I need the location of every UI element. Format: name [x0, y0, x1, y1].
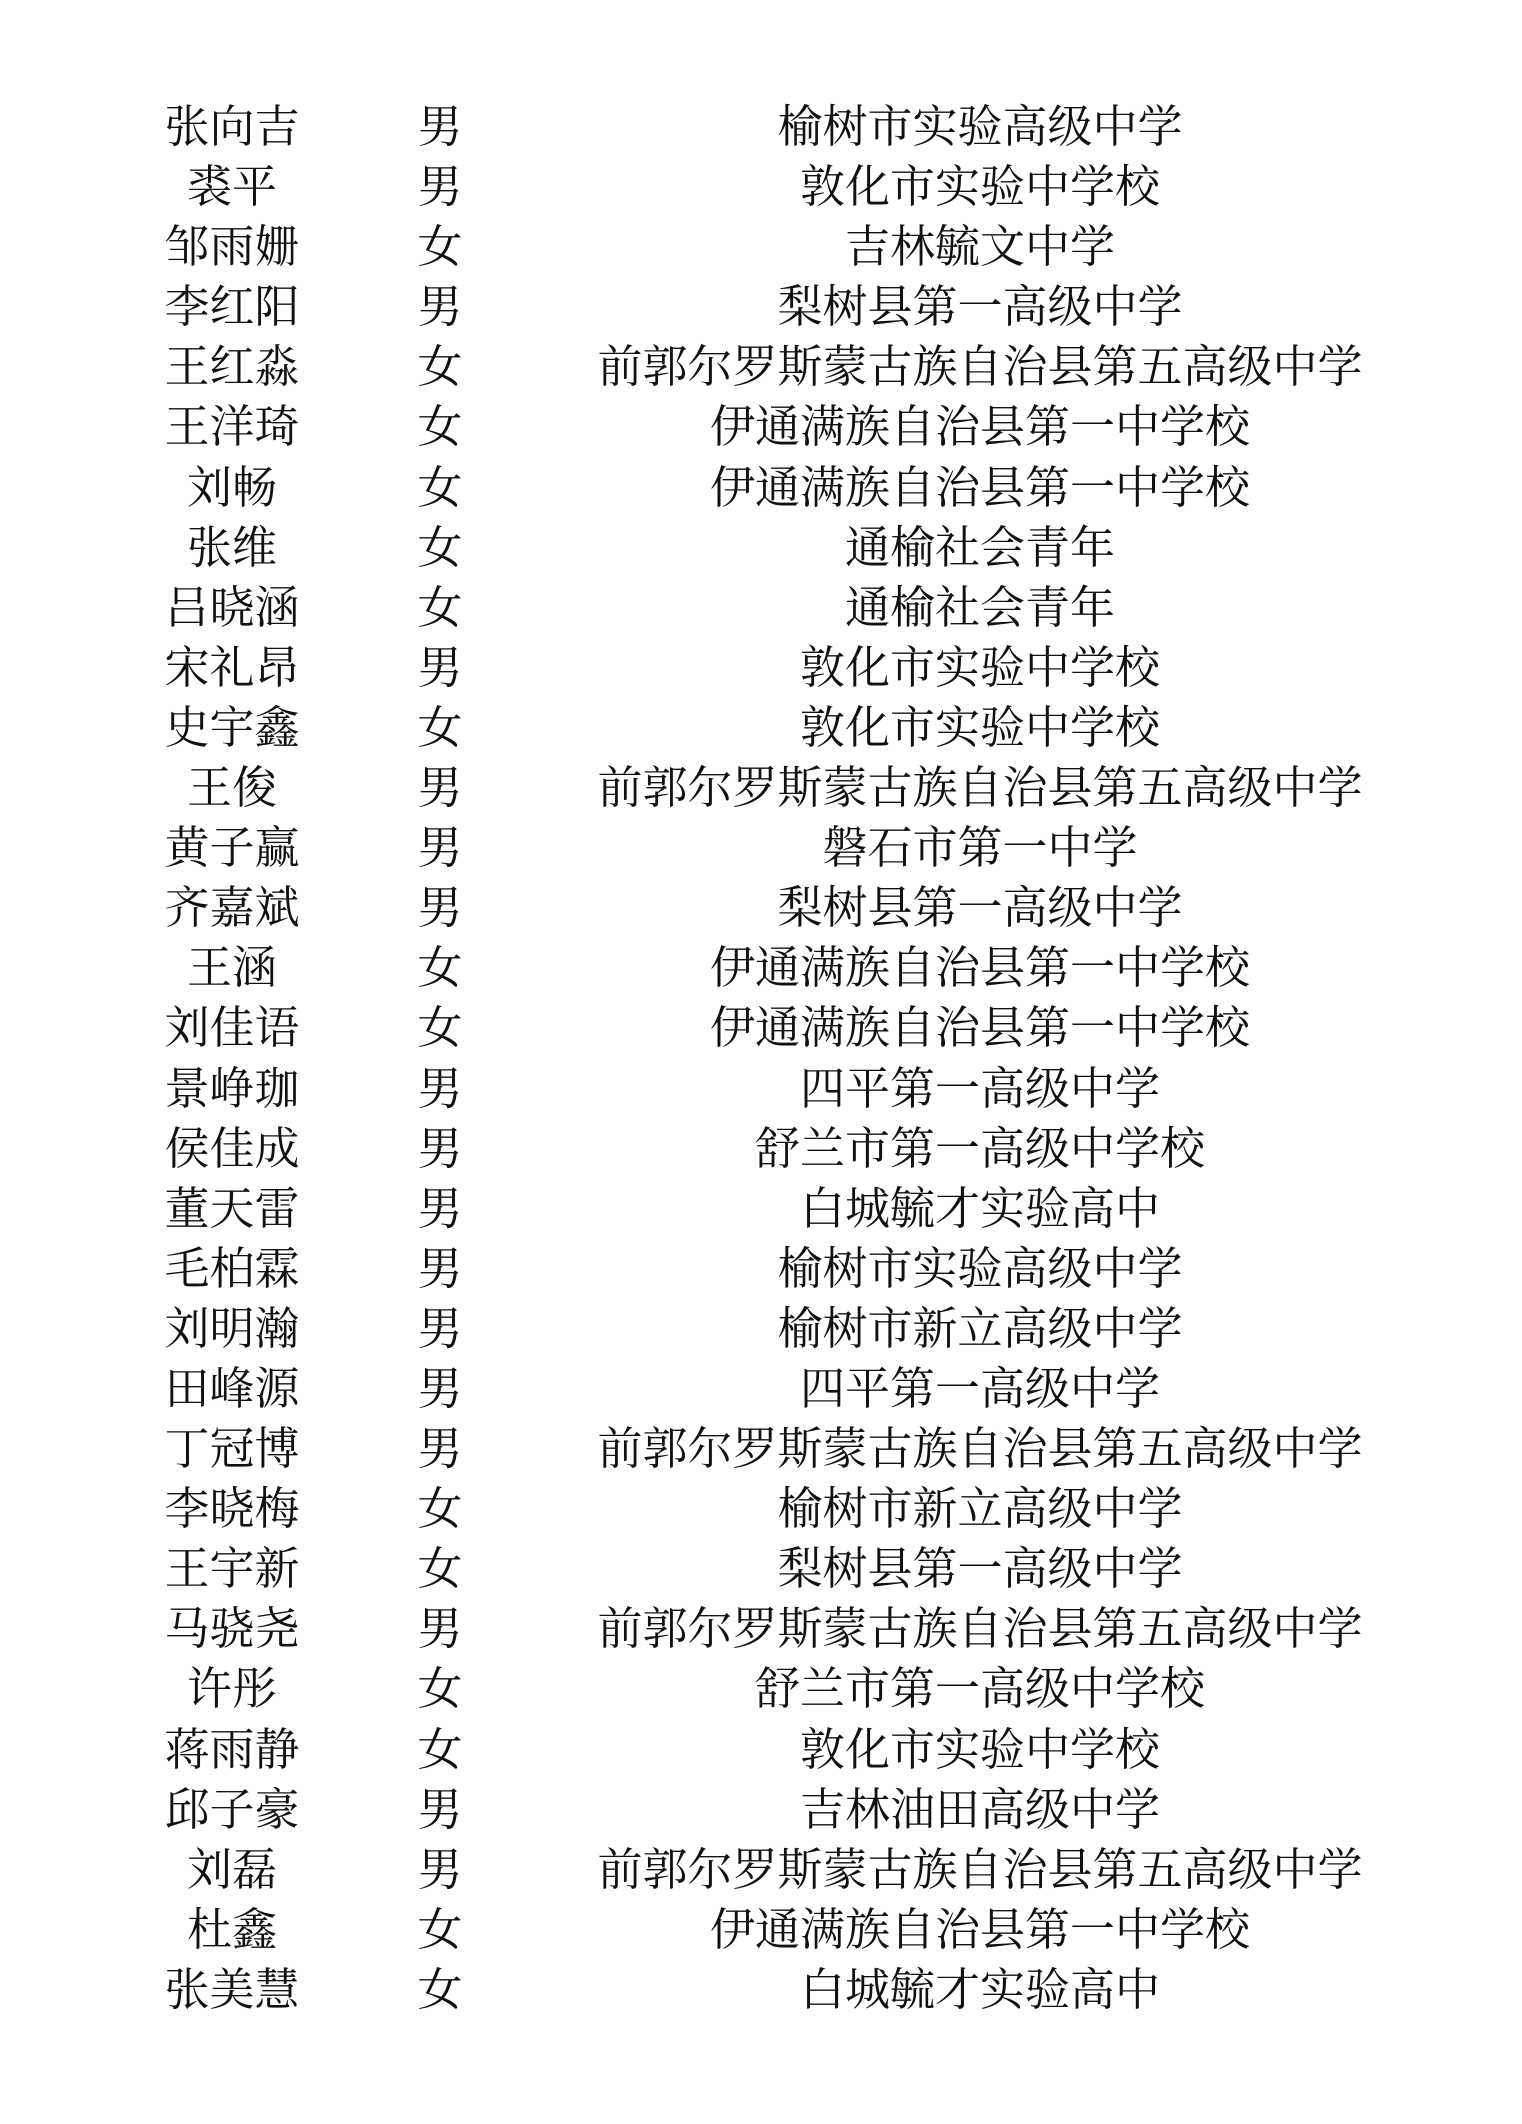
student-school: 敦化市实验中学校 — [799, 640, 1160, 694]
student-gender: 男 — [417, 1181, 463, 1235]
roster-row — [0, 1059, 1522, 1119]
student-name: 王俊 — [186, 761, 277, 815]
student-name: 刘明瀚 — [164, 1301, 300, 1355]
student-gender: 女 — [417, 220, 463, 274]
student-gender: 男 — [417, 1422, 463, 1476]
student-name: 吕晓涵 — [164, 580, 300, 634]
student-school: 伊通满族自治县第一中学校 — [709, 460, 1250, 514]
student-gender: 男 — [417, 1061, 463, 1115]
student-gender: 女 — [417, 1662, 463, 1716]
student-roster — [0, 97, 1522, 2020]
student-school: 前郭尔罗斯蒙古族自治县第五高级中学 — [597, 761, 1363, 815]
student-name: 丁冠博 — [164, 1422, 300, 1476]
student-gender: 男 — [417, 881, 463, 935]
student-gender: 女 — [417, 520, 463, 574]
roster-row — [0, 638, 1522, 698]
student-name: 许彤 — [186, 1662, 277, 1716]
roster-row — [0, 1780, 1522, 1840]
student-school: 梨树县第一高级中学 — [777, 280, 1183, 334]
student-name: 裘平 — [186, 160, 277, 214]
student-gender: 男 — [417, 100, 463, 153]
roster-row — [0, 518, 1522, 578]
student-school: 磐石市第一中学 — [822, 821, 1138, 875]
student-name: 张美慧 — [164, 1962, 300, 2016]
roster-row — [0, 1659, 1522, 1719]
roster-row — [0, 1720, 1522, 1780]
student-gender: 女 — [417, 1542, 463, 1596]
student-name: 田峰源 — [164, 1361, 300, 1415]
student-gender: 女 — [417, 1001, 463, 1055]
student-name: 刘磊 — [186, 1842, 277, 1896]
student-name: 史宇鑫 — [164, 700, 300, 754]
roster-row — [0, 217, 1522, 277]
student-name: 杜鑫 — [186, 1902, 277, 1956]
student-school: 白城毓才实验高中 — [799, 1962, 1160, 2016]
student-school: 四平第一高级中学 — [799, 1061, 1160, 1115]
student-school: 敦化市实验中学校 — [799, 160, 1160, 214]
student-name: 黄子赢 — [164, 821, 300, 875]
student-school: 前郭尔罗斯蒙古族自治县第五高级中学 — [597, 1602, 1363, 1656]
roster-row — [0, 397, 1522, 457]
student-school: 吉林油田高级中学 — [799, 1782, 1160, 1836]
student-gender: 男 — [417, 821, 463, 875]
student-gender: 女 — [417, 700, 463, 754]
roster-row — [0, 878, 1522, 938]
student-school: 伊通满族自治县第一中学校 — [709, 1902, 1250, 1956]
student-school: 通榆社会青年 — [844, 520, 1115, 574]
roster-row — [0, 1359, 1522, 1419]
student-school: 敦化市实验中学校 — [799, 1722, 1160, 1776]
student-gender: 女 — [417, 941, 463, 995]
roster-row — [0, 1599, 1522, 1659]
roster-row — [0, 1119, 1522, 1179]
student-school: 前郭尔罗斯蒙古族自治县第五高级中学 — [597, 1422, 1363, 1476]
roster-row — [0, 1239, 1522, 1299]
roster-row — [0, 1539, 1522, 1599]
student-name: 董天雷 — [164, 1181, 300, 1235]
student-school: 伊通满族自治县第一中学校 — [709, 400, 1250, 454]
roster-row — [0, 1479, 1522, 1539]
student-school: 敦化市实验中学校 — [799, 700, 1160, 754]
student-name: 邹雨姗 — [164, 220, 300, 274]
roster-row — [0, 337, 1522, 397]
roster-row — [0, 458, 1522, 518]
student-name: 李晓梅 — [164, 1482, 300, 1536]
student-name: 毛柏霖 — [164, 1241, 300, 1295]
student-school: 梨树县第一高级中学 — [777, 1542, 1183, 1596]
roster-row — [0, 277, 1522, 337]
student-school: 伊通满族自治县第一中学校 — [709, 941, 1250, 995]
student-gender: 女 — [417, 580, 463, 634]
student-school: 榆树市实验高级中学 — [777, 100, 1183, 153]
student-name: 侯佳成 — [164, 1121, 300, 1175]
student-name: 李红阳 — [164, 280, 300, 334]
student-school: 伊通满族自治县第一中学校 — [709, 1001, 1250, 1055]
student-gender: 男 — [417, 1301, 463, 1355]
student-name: 刘畅 — [186, 460, 277, 514]
student-gender: 男 — [417, 280, 463, 334]
roster-row — [0, 1419, 1522, 1479]
student-gender: 男 — [417, 1241, 463, 1295]
student-school: 舒兰市第一高级中学校 — [754, 1662, 1205, 1716]
roster-row — [0, 1840, 1522, 1900]
student-name: 张维 — [186, 520, 277, 574]
student-gender: 男 — [417, 1121, 463, 1175]
student-school: 榆树市新立高级中学 — [777, 1301, 1183, 1355]
roster-row — [0, 157, 1522, 217]
roster-row — [0, 698, 1522, 758]
student-school: 通榆社会青年 — [844, 580, 1115, 634]
roster-row — [0, 818, 1522, 878]
student-gender: 男 — [417, 761, 463, 815]
student-school: 榆树市实验高级中学 — [777, 1241, 1183, 1295]
student-school: 四平第一高级中学 — [799, 1361, 1160, 1415]
student-gender: 男 — [417, 160, 463, 214]
student-school: 前郭尔罗斯蒙古族自治县第五高级中学 — [597, 1842, 1363, 1896]
student-name: 刘佳语 — [164, 1001, 300, 1055]
roster-row — [0, 938, 1522, 998]
roster-row — [0, 578, 1522, 638]
student-gender: 女 — [417, 340, 463, 394]
student-name: 张向吉 — [164, 100, 300, 153]
student-name: 邱子豪 — [164, 1782, 300, 1836]
student-name: 王涵 — [186, 941, 277, 995]
student-gender: 女 — [417, 1902, 463, 1956]
student-gender: 女 — [417, 1722, 463, 1776]
student-school: 梨树县第一高级中学 — [777, 881, 1183, 935]
student-gender: 女 — [417, 1962, 463, 2016]
student-name: 王宇新 — [164, 1542, 300, 1596]
student-name: 景峥珈 — [164, 1061, 300, 1115]
student-school: 白城毓才实验高中 — [799, 1181, 1160, 1235]
student-gender: 男 — [417, 1842, 463, 1896]
student-name: 蒋雨静 — [164, 1722, 300, 1776]
roster-row — [0, 758, 1522, 818]
student-gender: 男 — [417, 1602, 463, 1656]
student-gender: 女 — [417, 1482, 463, 1536]
student-name: 王红淼 — [164, 340, 300, 394]
student-school: 榆树市新立高级中学 — [777, 1482, 1183, 1536]
student-school: 舒兰市第一高级中学校 — [754, 1121, 1205, 1175]
roster-row — [0, 998, 1522, 1058]
student-name: 马骁尧 — [164, 1602, 300, 1656]
student-gender: 女 — [417, 460, 463, 514]
student-name: 王洋琦 — [164, 400, 300, 454]
roster-row — [0, 97, 1522, 157]
student-school: 前郭尔罗斯蒙古族自治县第五高级中学 — [597, 340, 1363, 394]
roster-row — [0, 1960, 1522, 2020]
student-school: 吉林毓文中学 — [844, 220, 1115, 274]
student-name: 宋礼昂 — [164, 640, 300, 694]
student-name: 齐嘉斌 — [164, 881, 300, 935]
roster-row — [0, 1900, 1522, 1960]
student-gender: 男 — [417, 1782, 463, 1836]
roster-row — [0, 1299, 1522, 1359]
student-gender: 男 — [417, 640, 463, 694]
student-gender: 男 — [417, 1361, 463, 1415]
roster-row — [0, 1179, 1522, 1239]
student-gender: 女 — [417, 400, 463, 454]
